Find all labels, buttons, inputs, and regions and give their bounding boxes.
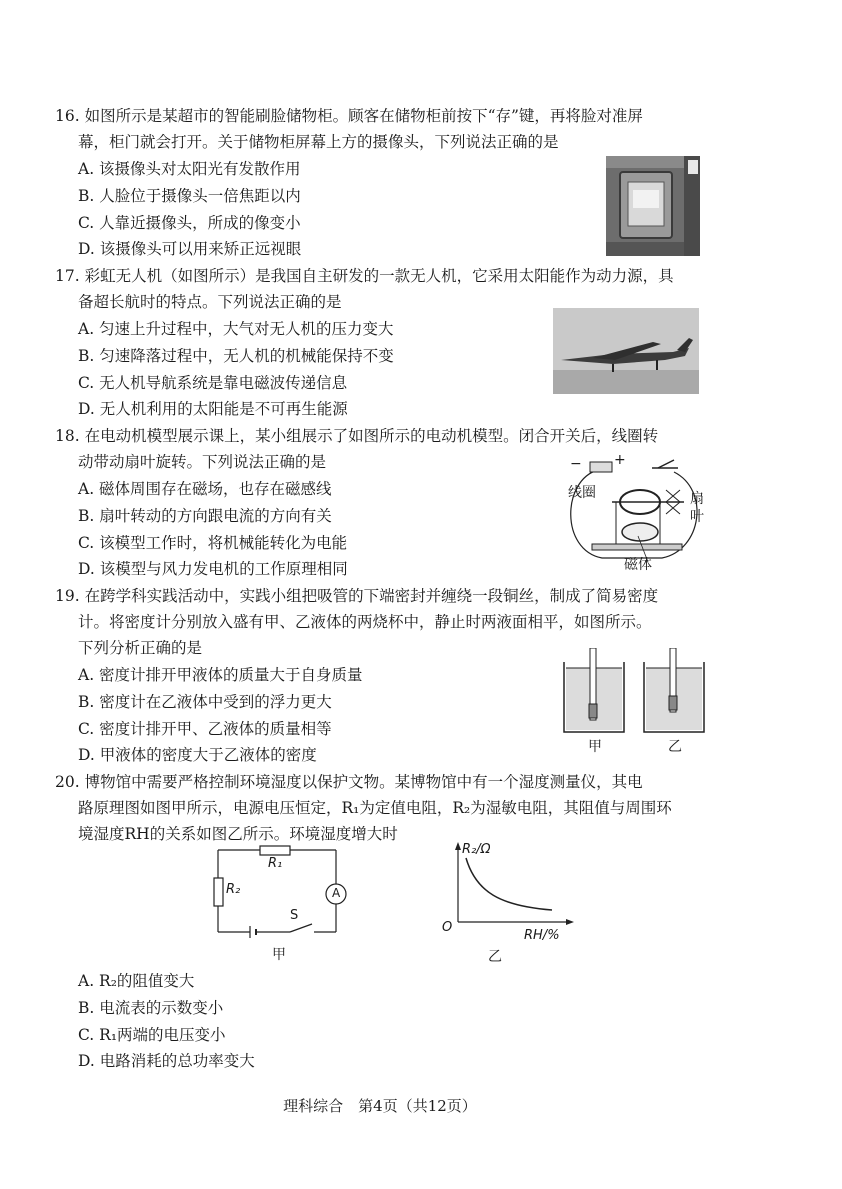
q19-option-d: D. 甲液体的密度大于乙液体的密度 xyxy=(78,746,317,764)
q17-option-b: B. 匀速降落过程中，无人机的机械能保持不变 xyxy=(78,347,394,365)
graph-caption: 乙 xyxy=(488,949,502,965)
switch-label: S xyxy=(290,908,299,923)
q18-motor-figure xyxy=(562,450,712,572)
q17-option-d: D. 无人机利用的太阳能是不可再生能源 xyxy=(78,400,348,418)
q20-option-c: C. R₁两端的电压变小 xyxy=(78,1026,226,1044)
circuit-caption: 甲 xyxy=(272,947,286,963)
q16-option-c: C. 人靠近摄像头，所成的像变小 xyxy=(78,214,301,232)
q17-stem-line2: 备超长航时的特点。下列说法正确的是 xyxy=(78,293,342,311)
q20-resistance-graph xyxy=(440,840,580,966)
circuit-r1-label: R₁ xyxy=(268,856,283,871)
beaker-left xyxy=(564,648,624,732)
q18-option-a: A. 磁体周围存在磁场，也存在磁感线 xyxy=(78,480,332,498)
q20-stem-line3: 境湿度RH的关系如图乙所示。环境湿度增大时 xyxy=(78,825,398,843)
q19-option-a: A. 密度计排开甲液体的质量大于自身质量 xyxy=(78,666,363,684)
q17-option-a: A. 匀速上升过程中，大气对无人机的压力变大 xyxy=(78,320,394,338)
q16-stem-line2: 幕，柜门就会打开。关于储物柜屏幕上方的摄像头，下列说法正确的是 xyxy=(78,133,559,151)
q19-beakers-figure xyxy=(558,648,708,756)
q18-magnet-label: 磁体 xyxy=(624,557,652,573)
q19-stem-line3: 下列分析正确的是 xyxy=(78,639,203,657)
q19-option-b: B. 密度计在乙液体中受到的浮力更大 xyxy=(78,693,332,711)
q18-fan-label-1: 扇 xyxy=(690,491,704,507)
q19-stem-line2: 计。将密度计分别放入盛有甲、乙液体的两烧杯中，静止时两液面相平，如图所示。 xyxy=(78,613,652,631)
q16-option-a: A. 该摄像头对太阳光有发散作用 xyxy=(78,160,301,178)
q18-option-b: B. 扇叶转动的方向跟电流的方向有关 xyxy=(78,507,332,525)
q16-option-b: B. 人脸位于摄像头一倍焦距以内 xyxy=(78,187,301,205)
q20-circuit-diagram xyxy=(206,842,356,966)
graph-x-label: RH/% xyxy=(524,928,560,943)
graph-y-label: R₂/Ω xyxy=(462,842,491,857)
q18-stem-line2: 动带动扇叶旋转。下列说法正确的是 xyxy=(78,453,327,471)
q20-option-d: D. 电路消耗的总功率变大 xyxy=(78,1052,255,1070)
q18-plus-label: + xyxy=(614,452,626,468)
q19-stem-line1: 19. 在跨学科实践活动中，实践小组把吸管的下端密封并缠绕一段铜丝，制成了简易密度 xyxy=(55,587,659,605)
q20-stem-line1: 20. 博物馆中需要严格控制环境湿度以保护文物。某博物馆中有一个湿度测量仪，其电 xyxy=(55,773,643,791)
q19-option-c: C. 密度计排开甲、乙液体的质量相等 xyxy=(78,720,332,738)
circuit-r2-label: R₂ xyxy=(226,882,241,897)
q18-fan-label-2: 叶 xyxy=(690,509,704,525)
graph-origin-label: O xyxy=(442,920,453,935)
page-footer: 理科综合 第4页（共12页） xyxy=(283,1097,477,1115)
q18-coil-label: 线圈 xyxy=(568,485,596,501)
q17-option-c: C. 无人机导航系统是靠电磁波传递信息 xyxy=(78,374,348,392)
ammeter-label: A xyxy=(332,886,341,900)
q18-option-c: C. 该模型工作时，将机械能转化为电能 xyxy=(78,534,348,552)
q18-minus-label: − xyxy=(570,456,582,472)
q19-left-label: 甲 xyxy=(588,739,602,755)
q16-locker-photo xyxy=(606,156,700,256)
q16-stem-line1: 16. 如图所示是某超市的智能刷脸储物柜。顾客在储物柜前按下“存”键，再将脸对准屏 xyxy=(55,107,643,125)
q19-right-label: 乙 xyxy=(668,739,682,755)
q20-option-a: A. R₂的阻值变大 xyxy=(78,972,195,990)
q17-drone-photo xyxy=(553,308,699,394)
q16-option-d: D. 该摄像头可以用来矫正远视眼 xyxy=(78,240,302,258)
q20-option-b: B. 电流表的示数变小 xyxy=(78,999,224,1017)
q18-stem-line1: 18. 在电动机模型展示课上，某小组展示了如图所示的电动机模型。闭合开关后，线圈转 xyxy=(55,427,659,445)
q18-option-d: D. 该模型与风力发电机的工作原理相同 xyxy=(78,560,348,578)
q20-stem-line2: 路原理图如图甲所示，电源电压恒定，R₁为定值电阻，R₂为湿敏电阻，其阻值与周围环 xyxy=(78,799,672,817)
beaker-right xyxy=(644,648,704,732)
q17-stem-line1: 17. 彩虹无人机（如图所示）是我国自主研发的一款无人机，它采用太阳能作为动力源，具 xyxy=(55,267,674,285)
